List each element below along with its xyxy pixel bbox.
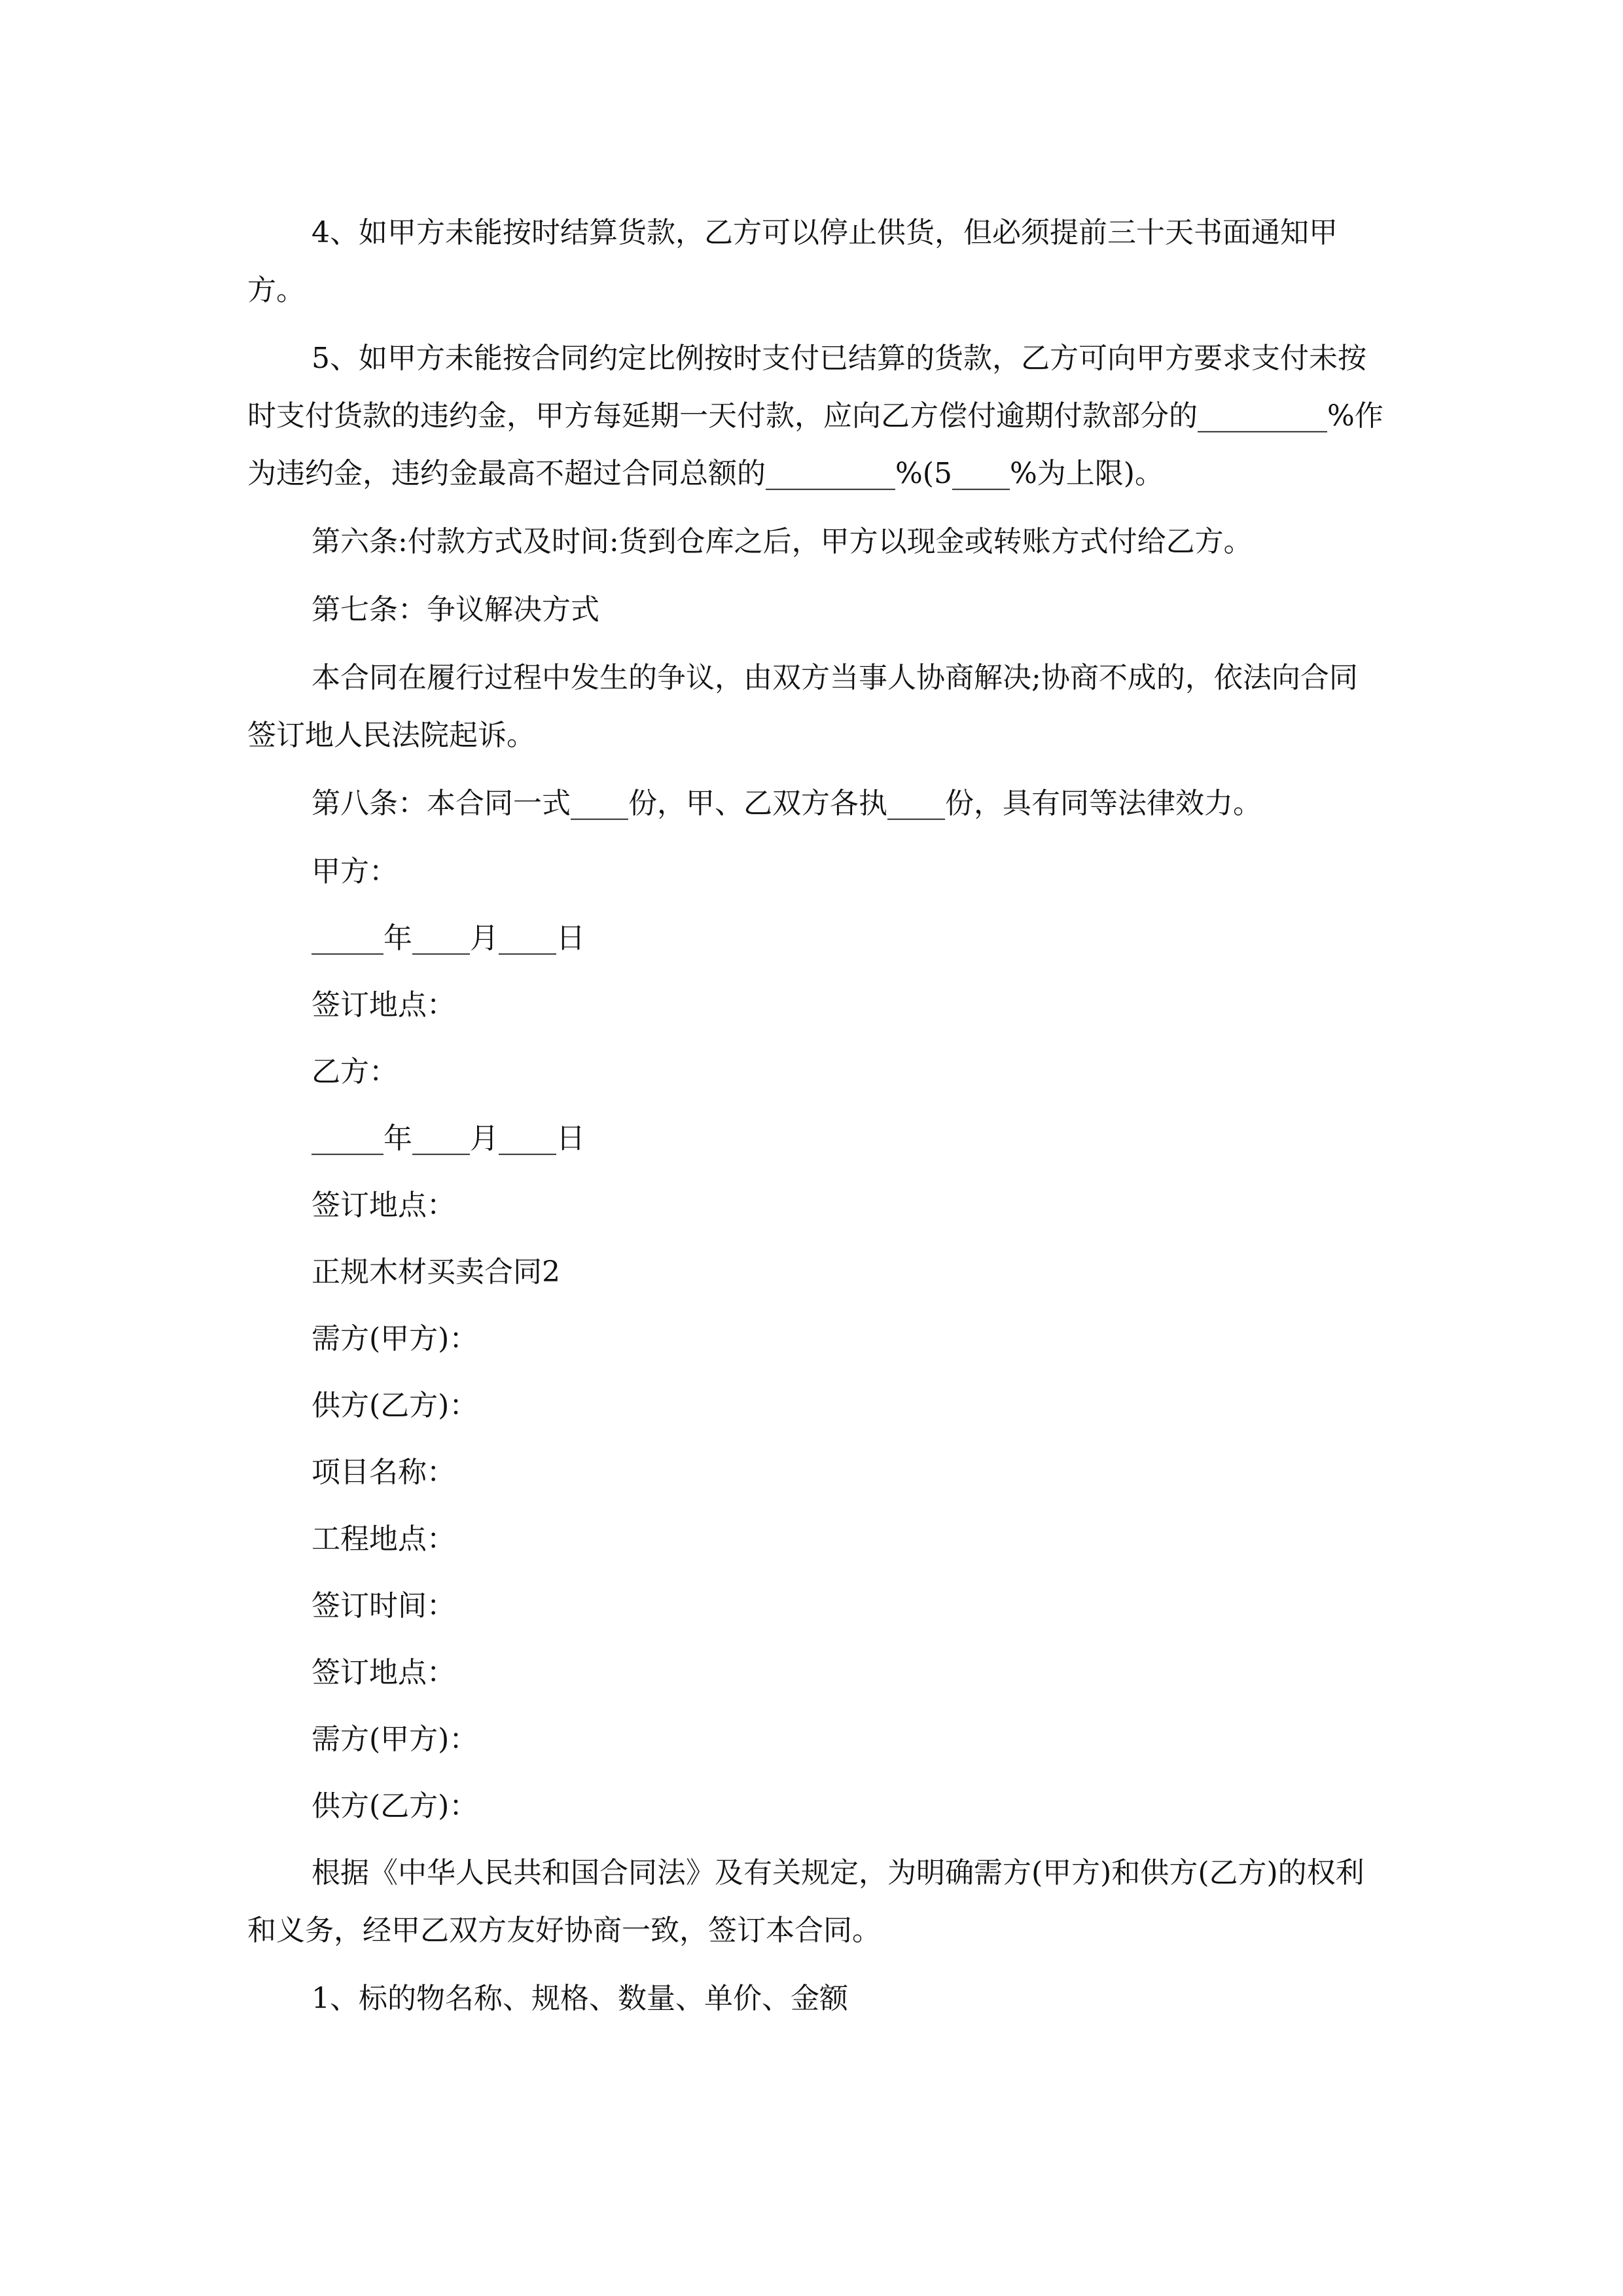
paragraph-dispute-resolution: 本合同在履行过程中发生的争议，由双方当事人协商解决;协商不成的，依法向合同签订地人民法院起诉。 <box>247 661 1358 752</box>
project-name-label: 项目名称： <box>312 1456 455 1489</box>
heading-article-7: 第七条：争议解决方式 <box>312 593 599 626</box>
party-b-date: _____年____月____日 <box>312 1122 585 1155</box>
signing-time-label: 签订时间： <box>312 1589 455 1623</box>
document-body <box>247 204 1386 2037</box>
party-a-date: _____年____月____日 <box>312 922 585 955</box>
signing-place-label: 签订地点： <box>312 1656 455 1689</box>
party-b-label: 乙方： <box>312 1055 398 1088</box>
paragraph-article-6: 第六条:付款方式及时间:货到仓库之后，甲方以现金或转账方式付给乙方。 <box>312 525 1253 558</box>
buyer-label: 需方(甲方)： <box>312 1322 478 1355</box>
paragraph-contract-basis: 根据《中华人民共和国合同法》及有关规定，为明确需方(甲方)和供方(乙方)的权利和义务，经甲乙双方友好协商一致，签订本合同。 <box>247 1856 1364 1947</box>
supplier-label-repeat: 供方(乙方)： <box>312 1789 478 1823</box>
paragraph-clause-4: 4、如甲方未能按时结算货款，乙方可以停止供货，但必须提前三十天书面通知甲方。 <box>247 216 1338 307</box>
party-a-signing-place: 签订地点： <box>312 988 455 1022</box>
party-b-signing-place: 签订地点： <box>312 1189 455 1222</box>
paragraph-article-8: 第八条：本合同一式____份，甲、乙双方各执____份，具有同等法律效力。 <box>312 787 1262 820</box>
project-location-label: 工程地点： <box>312 1522 455 1556</box>
party-a-label: 甲方： <box>312 855 398 888</box>
paragraph-clause-5: 5、如甲方未能按合同约定比例按时支付已结算的货款，乙方可向甲方要求支付未按时支付货款的违约金，甲方每延期一天付款，应向乙方偿付逾期付款部分的_________%作为违约金，违约金最高不超过合同总额的_________%(5____%为上限)。 <box>247 342 1383 490</box>
section-1-heading: 1、标的物名称、规格、数量、单价、金额 <box>312 1982 848 2015</box>
supplier-label: 供方(乙方)： <box>312 1389 478 1422</box>
buyer-label-repeat: 需方(甲方)： <box>312 1723 478 1756</box>
contract-2-title: 正规木材买卖合同2 <box>312 1255 560 1289</box>
